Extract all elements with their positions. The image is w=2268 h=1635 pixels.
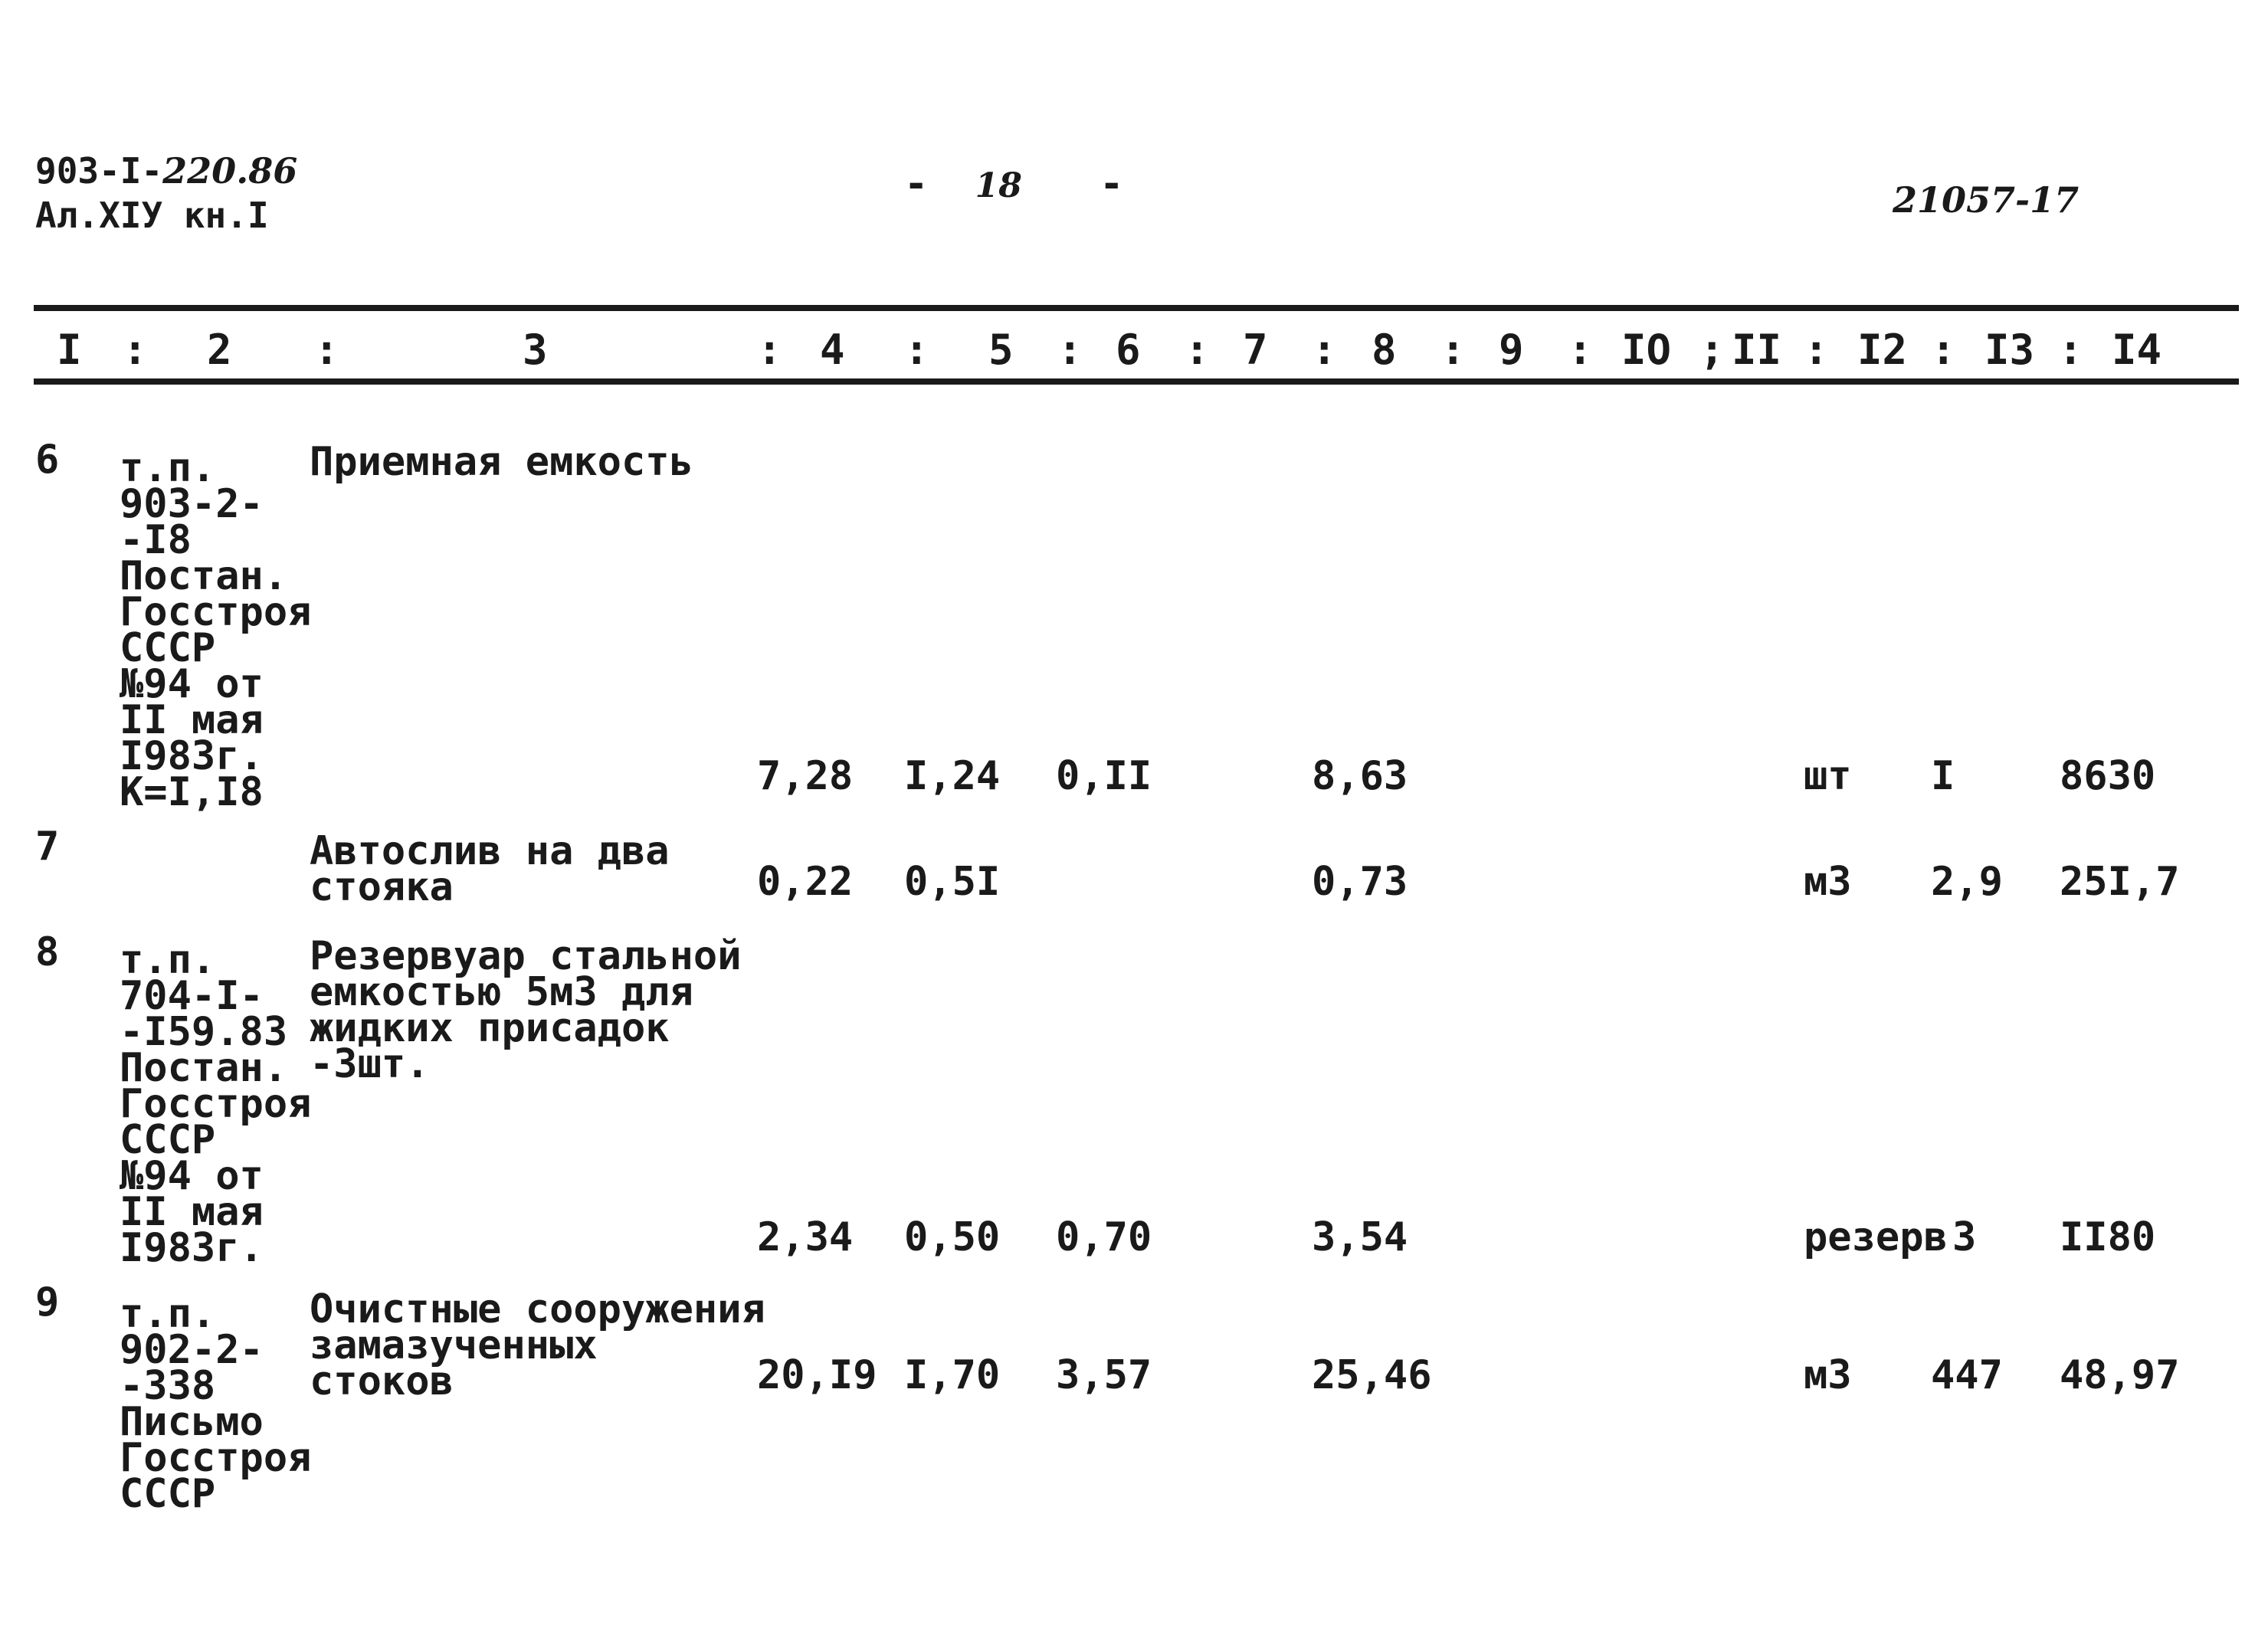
- cell-col6: 0,II: [1056, 753, 1152, 799]
- column-separator: :: [1568, 326, 1593, 374]
- archive-stamp: 21057-17: [1893, 179, 2080, 221]
- row-number: 9: [35, 1279, 60, 1325]
- top-rule: [34, 305, 2239, 311]
- cell-col6: 0,70: [1056, 1214, 1152, 1260]
- cell-col5: 0,50: [904, 1214, 1001, 1260]
- album-line: Ал.XIУ кн.I: [35, 195, 269, 236]
- cell-unit: м3: [1804, 1352, 1852, 1398]
- column-separator: :: [1185, 326, 1210, 374]
- cell-quantity: I: [1931, 753, 1955, 799]
- row-name: Приемная емкость: [310, 439, 693, 485]
- column-separator: :: [1440, 326, 1466, 374]
- cell-total: 25I,7: [2060, 859, 2180, 905]
- row-name: Очистные сооружения замазученных стоков: [310, 1286, 765, 1404]
- column-header-11: II: [1732, 326, 1782, 374]
- column-separator: :: [1804, 326, 1829, 374]
- cell-col5: 0,5I: [904, 859, 1001, 905]
- column-separator: :: [1312, 326, 1337, 374]
- row-number: 8: [35, 929, 60, 975]
- column-separator: :: [314, 326, 339, 374]
- column-header-6: 6: [1116, 326, 1141, 374]
- column-header-8: 8: [1372, 326, 1397, 374]
- cell-quantity: 2,9: [1931, 859, 2003, 905]
- cell-col4: 0,22: [757, 859, 854, 905]
- document-code-handwritten: 220.86: [162, 150, 298, 192]
- row-reference: т.п. 902-2- -338 Письмо Госстроя СССР: [120, 1291, 312, 1517]
- cell-col4: 2,34: [757, 1214, 854, 1260]
- cell-col8: 3,54: [1312, 1214, 1408, 1260]
- column-header-2: 2: [207, 326, 232, 374]
- cell-quantity: 3: [1952, 1214, 1977, 1260]
- row-number: 7: [35, 824, 60, 870]
- cell-total: II80: [2060, 1214, 2156, 1260]
- column-header-4: 4: [820, 326, 845, 374]
- cell-total: 8630: [2060, 753, 2156, 799]
- column-header-12: I2: [1857, 326, 1908, 374]
- cell-col8: 0,73: [1312, 859, 1408, 905]
- column-separator: :: [904, 326, 929, 374]
- column-header-9: 9: [1499, 326, 1524, 374]
- cell-col4: 7,28: [757, 753, 854, 799]
- row-number: 6: [35, 437, 60, 483]
- column-separator: :: [2058, 326, 2083, 374]
- page-number-block: [904, 161, 1123, 207]
- column-header-14: I4: [2112, 326, 2162, 374]
- cell-unit: м3: [1804, 859, 1852, 905]
- cell-col8: 8,63: [1312, 753, 1408, 799]
- column-separator: :: [1931, 326, 1956, 374]
- cell-col6: 3,57: [1056, 1352, 1152, 1398]
- column-header-10: IO: [1621, 326, 1672, 374]
- column-header-3: 3: [523, 326, 548, 374]
- row-reference: т.п. 704-I- -I59.83 Постан. Госстроя СССР №94 от II мая I983г.: [120, 937, 312, 1271]
- row-name: Автослив на два стояка: [310, 828, 670, 910]
- cell-quantity: 447: [1931, 1352, 2003, 1398]
- page-number: 18: [975, 166, 1022, 205]
- page-dash-right: -: [1100, 161, 1124, 207]
- cell-col4: 20,I9: [757, 1352, 877, 1398]
- header-bottom-rule: [34, 378, 2239, 385]
- cell-unit: резерв: [1804, 1214, 1948, 1260]
- column-separator: :: [757, 326, 782, 374]
- cell-col8: 25,46: [1312, 1352, 1432, 1398]
- cell-unit: шт: [1804, 753, 1852, 799]
- row-name: Резервуар стальной емкостью 5м3 для жидких присадок -3шт.: [310, 933, 742, 1087]
- cell-col5: I,70: [904, 1352, 1001, 1398]
- page-dash-left: -: [904, 161, 929, 207]
- column-separator: ;: [1699, 326, 1725, 374]
- document-code-printed: 903-I-: [35, 150, 163, 192]
- column-separator: :: [1057, 326, 1083, 374]
- row-reference: т.п. 903-2- -I8 Постан. Госстроя СССР №94 от II мая I983г. К=I,I8: [120, 445, 312, 815]
- cell-col5: I,24: [904, 753, 1001, 799]
- column-header-5: 5: [988, 326, 1014, 374]
- document-code: [35, 150, 298, 192]
- column-header-13: I3: [1984, 326, 2035, 374]
- column-header-1: I: [57, 326, 82, 374]
- column-separator: :: [123, 326, 148, 374]
- cell-total: 48,97: [2060, 1352, 2180, 1398]
- column-header-7: 7: [1243, 326, 1268, 374]
